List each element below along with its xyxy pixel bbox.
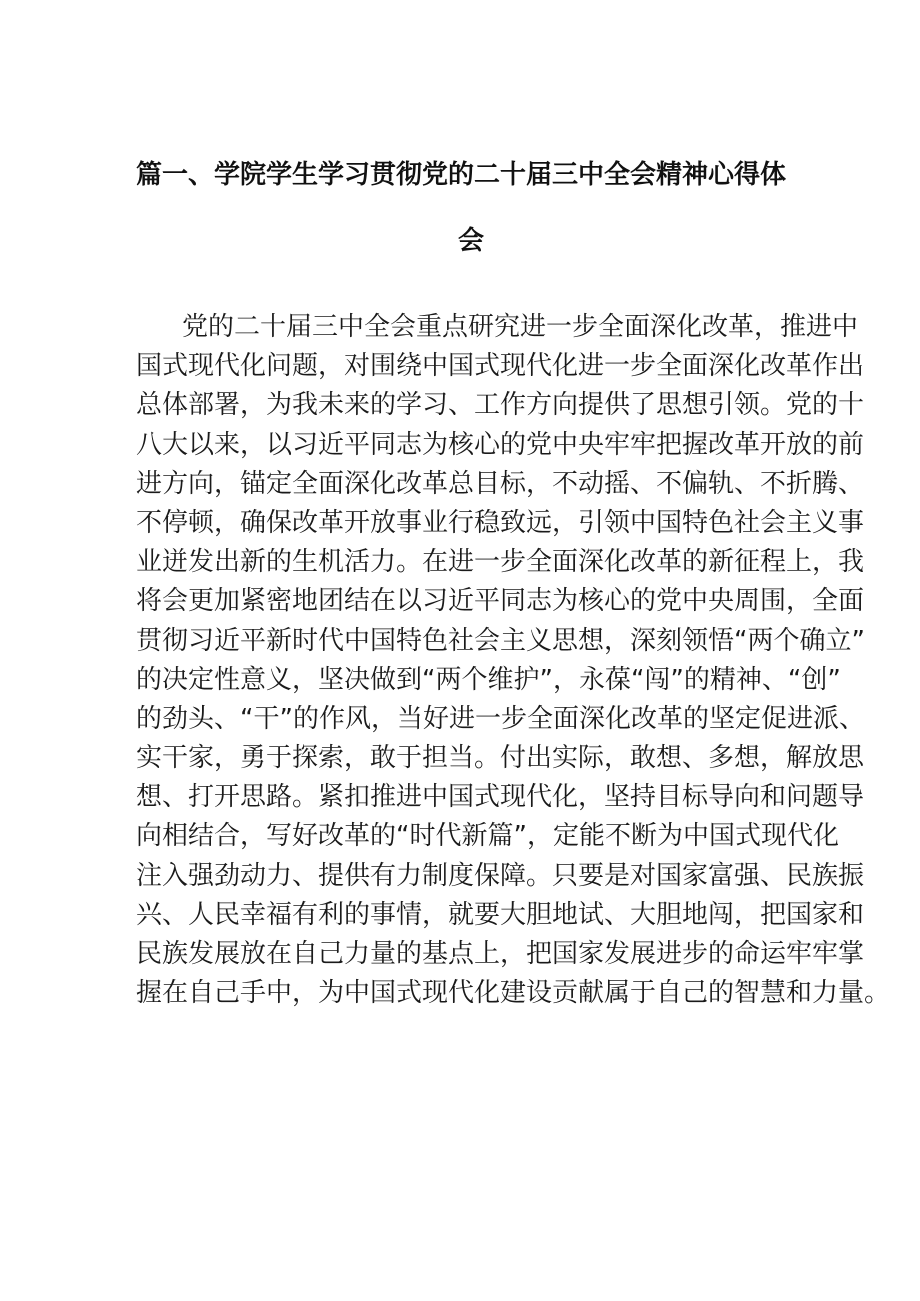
paragraph-line: 将会更加紧密地团结在以习近平同志为核心的党中央周围，全面 — [136, 586, 865, 617]
document-title — [136, 142, 796, 274]
paragraph-line: 业迸发出新的生机活力。在进一步全面深化改革的新征程上，我 — [136, 547, 865, 578]
paragraph-line: 总体部署，为我未来的学习、工作方向提供了思想引领。党的十 — [136, 390, 865, 421]
paragraph-line: 兴、人民幸福有利的事情，就要大胆地试、大胆地闯，把国家和 — [136, 899, 865, 930]
body-paragraph — [136, 308, 891, 1013]
paragraph-line: 向相结合，写好改革的“时代新篇”，定能不断为中国式现代化 — [136, 821, 839, 852]
paragraph-line: 注入强劲动力、提供有力制度保障。只要是对国家富强、民族振 — [136, 860, 865, 891]
paragraph-line: 握在自己手中，为中国式现代化建设贡献属于自己的智慧和力量。 — [136, 978, 891, 1009]
paragraph-line: 的劲头、“干”的作风，当好进一步全面深化改革的坚定促进派、 — [136, 703, 865, 734]
paragraph-line: 八大以来，以习近平同志为核心的党中央牢牢把握改革开放的前 — [136, 429, 865, 460]
paragraph-line: 民族发展放在自己力量的基点上，把国家发展进步的命运牢牢掌 — [136, 939, 865, 969]
paragraph-line: 实干家，勇于探索，敢于担当。付出实际，敢想、多想，解放思 — [136, 743, 865, 774]
title-line: 篇一、学院学生学习贯彻党的二十届三中全会精神心得体 — [136, 160, 787, 190]
paragraph-line: 进方向，锚定全面深化改革总目标，不动摇、不偏轨、不折腾、 — [136, 468, 865, 499]
paragraph-line: 国式现代化问题，对围绕中国式现代化进一步全面深化改革作出 — [136, 351, 865, 382]
paragraph-line: 党的二十届三中全会重点研究进一步全面深化改革，推进中 — [182, 312, 859, 342]
title-line: 会 — [457, 226, 484, 256]
paragraph-line: 贯彻习近平新时代中国特色社会主义思想，深刻领悟“两个确立” — [136, 625, 865, 656]
paragraph-line: 的决定性意义，坚决做到“两个维护”，永葆“闯”的精神、“创” — [136, 664, 841, 695]
paragraph-line: 不停顿，确保改革开放事业行稳致远，引领中国特色社会主义事 — [136, 507, 865, 538]
paragraph-line: 想、打开思路。紧扣推进中国式现代化，坚持目标导向和问题导 — [136, 782, 865, 813]
